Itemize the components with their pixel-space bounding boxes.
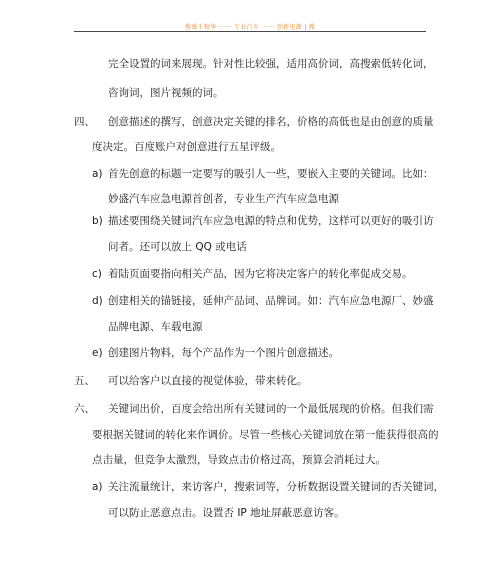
text-line: 创建相关的锚链接，延伸产品词、品牌词。如：汽车应急电源厂、妙盛 [108, 295, 434, 307]
item-marker-e: e) [92, 347, 103, 359]
text-line: 咨询词，图片视频的词。 [108, 87, 224, 99]
text-line: 着陆页面要指向相关产品，因为它将决定客户的转化率促成交易。 [108, 268, 413, 280]
text-line: 度决定。百度账户对创意进行五星评级。 [92, 141, 281, 153]
text-line: 完全设置的词来展现。针对性比较强，适用高价词，高搜索低转化词， [108, 58, 434, 70]
text-line: 描述要围绕关键词汽车应急电源的特点和优势，这样可以更好的吸引访 [108, 215, 434, 227]
text-line: 首先创意的标题一定要写的吸引人一些，要嵌入主要的关键词。比如： [108, 168, 434, 180]
page-header: 搜盛千物华 ······ 专业汽车 ······ 创新电源 | 搜 [184, 24, 316, 31]
text-line: 关注流量统计，来访客户，搜索词等，分析数据设置关键词的否关键词， [108, 481, 444, 493]
text-line: 点击量，但竞争太激烈，导致点击价格过高，预算会消耗过大。 [92, 454, 386, 466]
text-line: 创建图片物料，每个产品作为一个图片创意描述。 [108, 347, 339, 359]
text-line: 妙盛汽车应急电源首创者，专业生产汽车应急电源 [108, 193, 339, 205]
text-line: 可以给客户以直接的视觉体验，带来转化。 [108, 375, 308, 387]
text-line: 问者。还可以放上 QQ 或电话 [108, 241, 247, 253]
text-line: 关键词出价，百度会给出所有关键词的一个最低展现的价格。但我们需 [108, 403, 434, 415]
section-marker-six: 六、 [74, 403, 95, 415]
text-line: 可以防止恶意点击。设置否 IP 地址屏蔽恶意访客。 [108, 507, 345, 519]
item-marker-a: a) [92, 481, 103, 493]
section-marker-five: 五、 [74, 375, 95, 387]
item-marker-a: a) [92, 168, 103, 180]
text-line: 品牌电源、车载电源 [108, 321, 203, 333]
section-marker-four: 四、 [74, 116, 95, 128]
item-marker-c: c) [92, 268, 102, 280]
item-marker-b: b) [92, 215, 103, 227]
header-divider [74, 31, 426, 32]
text-line: 创意描述的撰写，创意决定关键的排名，价格的高低也是由创意的质量 [108, 116, 434, 128]
item-marker-d: d) [92, 295, 103, 307]
text-line: 要根据关键词的转化来作调价。尽管一些核心关键词放在第一能获得很高的 [92, 429, 439, 441]
